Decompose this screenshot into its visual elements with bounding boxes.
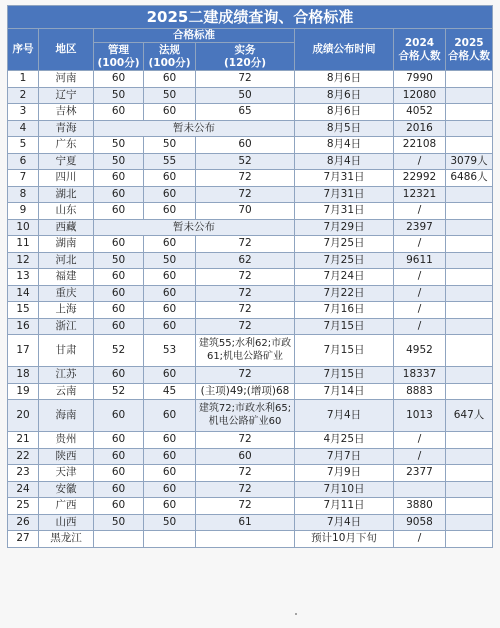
cell-region: 贵州 [39, 432, 94, 449]
cell-count-2025 [446, 71, 493, 88]
cell-time: 8月6日 [295, 104, 394, 121]
cell-time: 7月15日 [295, 335, 394, 367]
cell-seq: 25 [8, 498, 39, 515]
cell-law: 60 [144, 367, 196, 384]
cell-region: 陕西 [39, 448, 94, 465]
cell-time: 8月4日 [295, 137, 394, 154]
cell-law: 60 [144, 285, 196, 302]
cell-seq: 5 [8, 137, 39, 154]
table-row [8, 367, 493, 384]
table-row [8, 252, 493, 269]
cell-seq: 12 [8, 252, 39, 269]
cell-mgmt: 60 [94, 285, 144, 302]
cell-count-2025 [446, 252, 493, 269]
cell-count-2025 [446, 481, 493, 498]
cell-seq: 14 [8, 285, 39, 302]
cell-region: 西藏 [39, 219, 94, 236]
cell-practice: 72 [196, 432, 295, 449]
table-row [8, 186, 493, 203]
cell-count-2025 [446, 514, 493, 531]
cell-count-2025 [446, 383, 493, 400]
cell-region: 四川 [39, 170, 94, 187]
cell-region: 宁夏 [39, 153, 94, 170]
cell-mgmt: 60 [94, 481, 144, 498]
table-row [8, 432, 493, 449]
table-row [8, 481, 493, 498]
cell-count-2024: 4952 [394, 335, 446, 367]
cell-count-2025: 647人 [446, 400, 493, 432]
cell-law: 53 [144, 335, 196, 367]
cell-practice: 72 [196, 170, 295, 187]
cell-region: 湖北 [39, 186, 94, 203]
cell-law: 60 [144, 448, 196, 465]
cell-seq: 24 [8, 481, 39, 498]
table-row [8, 498, 493, 515]
header-region: 地区 [39, 29, 94, 71]
cell-count-2024: 12080 [394, 87, 446, 104]
cell-count-2024: 9611 [394, 252, 446, 269]
cell-time: 7月14日 [295, 383, 394, 400]
cell-seq: 3 [8, 104, 39, 121]
cell-seq: 23 [8, 465, 39, 482]
cell-region: 上海 [39, 302, 94, 319]
cell-count-2025 [446, 448, 493, 465]
cell-practice: 61 [196, 514, 295, 531]
table-row [8, 335, 493, 367]
cell-law: 60 [144, 104, 196, 121]
cell-mgmt: 60 [94, 170, 144, 187]
score-table [7, 5, 493, 548]
cell-seq: 21 [8, 432, 39, 449]
table-row [8, 448, 493, 465]
cell-count-2024: 12321 [394, 186, 446, 203]
table-row [8, 383, 493, 400]
cell-practice: 72 [196, 498, 295, 515]
cell-mgmt: 60 [94, 400, 144, 432]
cell-time: 7月4日 [295, 400, 394, 432]
cell-count-2025 [446, 465, 493, 482]
header-practice: 实务 (120分) [196, 43, 295, 71]
cell-seq: 16 [8, 318, 39, 335]
cell-count-2024: / [394, 318, 446, 335]
cell-count-2025 [446, 137, 493, 154]
cell-time: 7月22日 [295, 285, 394, 302]
cell-region: 云南 [39, 383, 94, 400]
cell-count-2025 [446, 531, 493, 548]
cell-count-2024: / [394, 448, 446, 465]
cell-mgmt: 50 [94, 137, 144, 154]
cell-practice: 72 [196, 236, 295, 253]
cell-count-2025 [446, 120, 493, 137]
cell-count-2024: / [394, 285, 446, 302]
cell-seq: 15 [8, 302, 39, 319]
cell-practice: 72 [196, 481, 295, 498]
cell-seq: 27 [8, 531, 39, 548]
table-row [8, 153, 493, 170]
cell-time: 8月5日 [295, 120, 394, 137]
cell-law: 60 [144, 400, 196, 432]
table-row [8, 120, 493, 137]
table-row [8, 269, 493, 286]
table-body [8, 71, 493, 548]
cell-time: 7月25日 [295, 236, 394, 253]
cell-seq: 13 [8, 269, 39, 286]
cell-time: 7月4日 [295, 514, 394, 531]
cell-count-2025 [446, 498, 493, 515]
cell-region: 青海 [39, 120, 94, 137]
cell-count-2024: 2016 [394, 120, 446, 137]
header-count-2025: 2025 合格人数 [446, 29, 493, 71]
cell-mgmt: 60 [94, 367, 144, 384]
cell-region: 福建 [39, 269, 94, 286]
cell-region: 河北 [39, 252, 94, 269]
cell-mgmt: 60 [94, 318, 144, 335]
cell-practice: (主项)49;(增项)68 [196, 383, 295, 400]
cell-practice: 70 [196, 203, 295, 220]
cell-mgmt: 60 [94, 186, 144, 203]
cell-count-2025 [446, 236, 493, 253]
cell-count-2024: 2397 [394, 219, 446, 236]
cell-count-2024: / [394, 302, 446, 319]
cell-region: 天津 [39, 465, 94, 482]
cell-law: 50 [144, 87, 196, 104]
cell-law: 60 [144, 236, 196, 253]
cell-count-2024: 7990 [394, 71, 446, 88]
header-count-2024: 2024 合格人数 [394, 29, 446, 71]
cell-mgmt: 52 [94, 335, 144, 367]
cell-count-2024: / [394, 153, 446, 170]
cell-law: 60 [144, 432, 196, 449]
table-row [8, 302, 493, 319]
cell-region: 吉林 [39, 104, 94, 121]
cell-mgmt: 60 [94, 269, 144, 286]
table-row [8, 465, 493, 482]
table-row [8, 236, 493, 253]
table-row [8, 137, 493, 154]
cell-time: 7月31日 [295, 170, 394, 187]
table-row [8, 514, 493, 531]
cell-count-2024: 18337 [394, 367, 446, 384]
cell-practice: 72 [196, 367, 295, 384]
cell-law: 60 [144, 465, 196, 482]
cell-practice: 建筑72;市政水利65;机电公路矿业60 [196, 400, 295, 432]
cell-region: 黑龙江 [39, 531, 94, 548]
cell-count-2024: 2377 [394, 465, 446, 482]
cell-count-2024: 8883 [394, 383, 446, 400]
header-mgmt: 管理 (100分) [94, 43, 144, 71]
table-row [8, 87, 493, 104]
cell-seq: 11 [8, 236, 39, 253]
cell-law: 50 [144, 514, 196, 531]
cell-seq: 18 [8, 367, 39, 384]
cell-mgmt: 60 [94, 498, 144, 515]
cell-law: 60 [144, 302, 196, 319]
cell-count-2024: 9058 [394, 514, 446, 531]
cell-count-2024: 1013 [394, 400, 446, 432]
cell-practice: 52 [196, 153, 295, 170]
cell-count-2024: 4052 [394, 104, 446, 121]
cell-standard-unpublished: 暂未公布 [94, 219, 295, 236]
cell-time: 7月10日 [295, 481, 394, 498]
cell-count-2025 [446, 104, 493, 121]
cell-law: 60 [144, 203, 196, 220]
cell-practice: 72 [196, 465, 295, 482]
cell-mgmt: 60 [94, 432, 144, 449]
cell-law: 60 [144, 318, 196, 335]
cell-time: 4月25日 [295, 432, 394, 449]
cell-count-2025 [446, 367, 493, 384]
cell-mgmt: 50 [94, 87, 144, 104]
cell-law: 50 [144, 252, 196, 269]
cell-count-2025 [446, 186, 493, 203]
cell-law: 50 [144, 137, 196, 154]
cell-law: 60 [144, 481, 196, 498]
cell-mgmt: 60 [94, 71, 144, 88]
cell-count-2024: / [394, 531, 446, 548]
cell-time: 预计10月下旬 [295, 531, 394, 548]
cell-practice: 60 [196, 137, 295, 154]
cell-mgmt: 60 [94, 203, 144, 220]
cell-practice: 65 [196, 104, 295, 121]
cell-region: 安徽 [39, 481, 94, 498]
cell-time: 7月15日 [295, 318, 394, 335]
cell-seq: 20 [8, 400, 39, 432]
cell-mgmt: 60 [94, 236, 144, 253]
cell-count-2025 [446, 302, 493, 319]
cell-practice: 72 [196, 71, 295, 88]
table-row [8, 400, 493, 432]
table-row [8, 203, 493, 220]
cell-mgmt: 50 [94, 514, 144, 531]
cell-mgmt: 60 [94, 104, 144, 121]
cell-seq: 1 [8, 71, 39, 88]
cell-time: 7月31日 [295, 186, 394, 203]
cell-law [144, 531, 196, 548]
cell-practice: 建筑55;水利62;市政61;机电公路矿业 [196, 335, 295, 367]
cell-count-2024: / [394, 432, 446, 449]
stray-dot [295, 613, 297, 615]
cell-law: 60 [144, 71, 196, 88]
cell-law: 60 [144, 269, 196, 286]
cell-seq: 7 [8, 170, 39, 187]
table-row [8, 531, 493, 548]
cell-count-2025 [446, 203, 493, 220]
cell-mgmt [94, 531, 144, 548]
cell-count-2024: 22108 [394, 137, 446, 154]
cell-count-2025: 6486人 [446, 170, 493, 187]
cell-standard-unpublished: 暂未公布 [94, 120, 295, 137]
cell-time: 7月25日 [295, 252, 394, 269]
cell-mgmt: 60 [94, 302, 144, 319]
header-time: 成绩公布时间 [295, 29, 394, 71]
cell-region: 湖南 [39, 236, 94, 253]
cell-region: 重庆 [39, 285, 94, 302]
cell-time: 7月7日 [295, 448, 394, 465]
cell-mgmt: 60 [94, 448, 144, 465]
cell-practice: 72 [196, 285, 295, 302]
cell-seq: 8 [8, 186, 39, 203]
cell-region: 广西 [39, 498, 94, 515]
cell-time: 7月24日 [295, 269, 394, 286]
cell-count-2025 [446, 335, 493, 367]
cell-region: 广东 [39, 137, 94, 154]
cell-seq: 17 [8, 335, 39, 367]
cell-time: 7月16日 [295, 302, 394, 319]
cell-count-2025: 3079人 [446, 153, 493, 170]
cell-count-2024: / [394, 203, 446, 220]
header-standard: 合格标准 [94, 29, 295, 43]
table-row [8, 318, 493, 335]
cell-region: 浙江 [39, 318, 94, 335]
cell-practice: 60 [196, 448, 295, 465]
cell-time: 7月29日 [295, 219, 394, 236]
cell-count-2025 [446, 269, 493, 286]
cell-count-2025 [446, 219, 493, 236]
cell-seq: 4 [8, 120, 39, 137]
cell-law: 45 [144, 383, 196, 400]
cell-region: 海南 [39, 400, 94, 432]
cell-practice: 50 [196, 87, 295, 104]
cell-count-2025 [446, 318, 493, 335]
cell-seq: 19 [8, 383, 39, 400]
cell-region: 甘肃 [39, 335, 94, 367]
cell-count-2024: / [394, 269, 446, 286]
cell-practice: 72 [196, 302, 295, 319]
cell-time: 7月15日 [295, 367, 394, 384]
cell-count-2025 [446, 285, 493, 302]
header-seq: 序号 [8, 29, 39, 71]
table-row [8, 104, 493, 121]
cell-time: 7月11日 [295, 498, 394, 515]
cell-law: 60 [144, 170, 196, 187]
cell-seq: 22 [8, 448, 39, 465]
score-table-sheet [7, 5, 492, 548]
cell-region: 山东 [39, 203, 94, 220]
table-title: 2025二建成绩查询、合格标准 [8, 6, 493, 29]
cell-count-2024: 3880 [394, 498, 446, 515]
cell-count-2024: / [394, 236, 446, 253]
cell-practice: 72 [196, 269, 295, 286]
cell-mgmt: 60 [94, 465, 144, 482]
cell-mgmt: 50 [94, 153, 144, 170]
cell-region: 山西 [39, 514, 94, 531]
cell-count-2025 [446, 432, 493, 449]
cell-law: 60 [144, 498, 196, 515]
table-row [8, 170, 493, 187]
cell-count-2024: 22992 [394, 170, 446, 187]
cell-mgmt: 52 [94, 383, 144, 400]
cell-practice [196, 531, 295, 548]
cell-time: 8月6日 [295, 71, 394, 88]
cell-seq: 6 [8, 153, 39, 170]
cell-law: 60 [144, 186, 196, 203]
cell-region: 江苏 [39, 367, 94, 384]
cell-region: 辽宁 [39, 87, 94, 104]
header-law: 法规 (100分) [144, 43, 196, 71]
cell-seq: 2 [8, 87, 39, 104]
cell-count-2025 [446, 87, 493, 104]
table-row [8, 71, 493, 88]
cell-practice: 72 [196, 318, 295, 335]
cell-count-2024 [394, 481, 446, 498]
cell-mgmt: 50 [94, 252, 144, 269]
cell-time: 8月4日 [295, 153, 394, 170]
cell-seq: 10 [8, 219, 39, 236]
cell-seq: 9 [8, 203, 39, 220]
table-row [8, 219, 493, 236]
table-row [8, 285, 493, 302]
cell-practice: 72 [196, 186, 295, 203]
cell-seq: 26 [8, 514, 39, 531]
cell-time: 7月31日 [295, 203, 394, 220]
cell-time: 7月9日 [295, 465, 394, 482]
cell-practice: 62 [196, 252, 295, 269]
cell-law: 55 [144, 153, 196, 170]
cell-region: 河南 [39, 71, 94, 88]
cell-time: 8月6日 [295, 87, 394, 104]
